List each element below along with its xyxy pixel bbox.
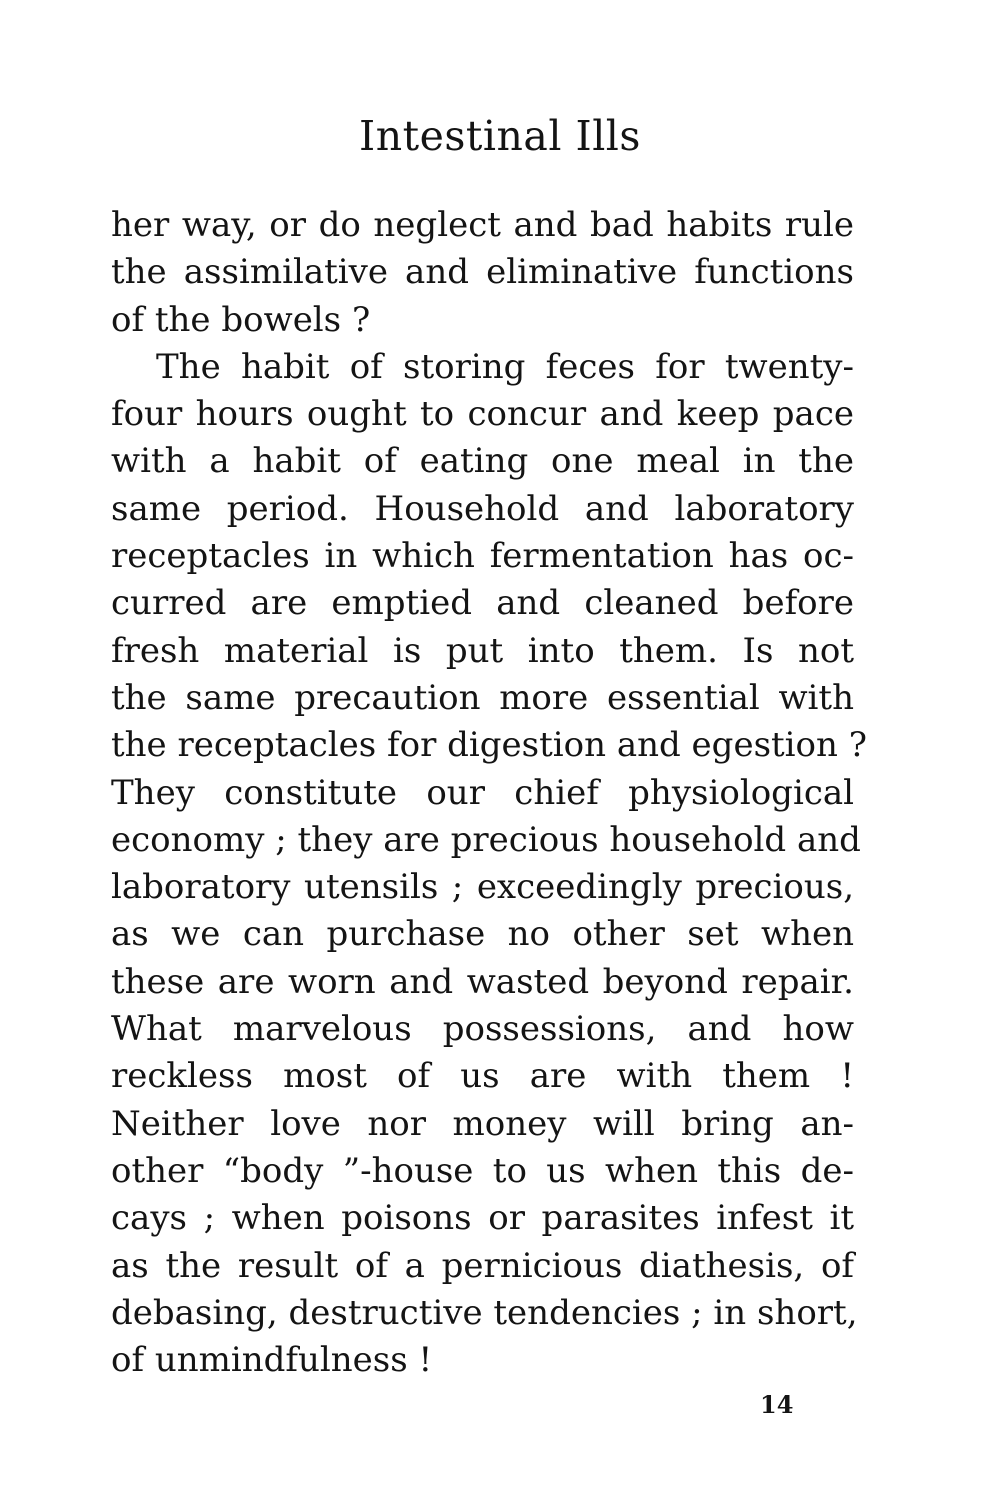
- text-line: the assimilative and eliminative functions: [111, 252, 854, 293]
- text-line: Neither love nor money will bring an-: [111, 1103, 854, 1144]
- text-line: the same precaution more essential with: [111, 677, 854, 718]
- text-line: these are worn and wasted beyond repair.: [111, 961, 854, 1002]
- text-line: the receptacles for digestion and egestion ?: [111, 725, 867, 766]
- text-line: cays ; when poisons or parasites infest it: [111, 1198, 854, 1239]
- text-line: The habit of storing feces for twenty-: [156, 346, 854, 387]
- text-line: as the result of a pernicious diathesis, of: [111, 1245, 854, 1286]
- text-line: receptacles in which fermentation has oc-: [111, 536, 854, 577]
- text-line: What marvelous possessions, and how: [111, 1009, 854, 1050]
- running-head: Intestinal Ills: [359, 112, 641, 160]
- text-line: laboratory utensils ; exceedingly precious,: [111, 867, 854, 908]
- text-line: with a habit of eating one meal in the: [111, 441, 854, 482]
- text-line: curred are emptied and cleaned before: [111, 583, 854, 624]
- body-text: [111, 202, 867, 1384]
- text-line: fresh material is put into them. Is not: [111, 630, 854, 671]
- text-line: her way, or do neglect and bad habits rule: [111, 205, 854, 245]
- text-line: other “body ”-house to us when this de-: [111, 1150, 854, 1191]
- text-line: They constitute our chief physiological: [111, 772, 854, 813]
- page-number: 14: [760, 1390, 794, 1419]
- text-line: as we can purchase no other set when: [111, 914, 854, 955]
- text-line: debasing, destructive tendencies ; in short,: [111, 1292, 858, 1333]
- text-line: of the bowels ?: [111, 299, 371, 340]
- text-line: four hours ought to concur and keep pace: [111, 394, 854, 435]
- text-line: reckless most of us are with them !: [111, 1056, 854, 1097]
- text-line: of unmindfulness !: [111, 1340, 433, 1381]
- text-line: economy ; they are precious household and: [111, 819, 861, 860]
- text-line: same period. Household and laboratory: [111, 488, 854, 529]
